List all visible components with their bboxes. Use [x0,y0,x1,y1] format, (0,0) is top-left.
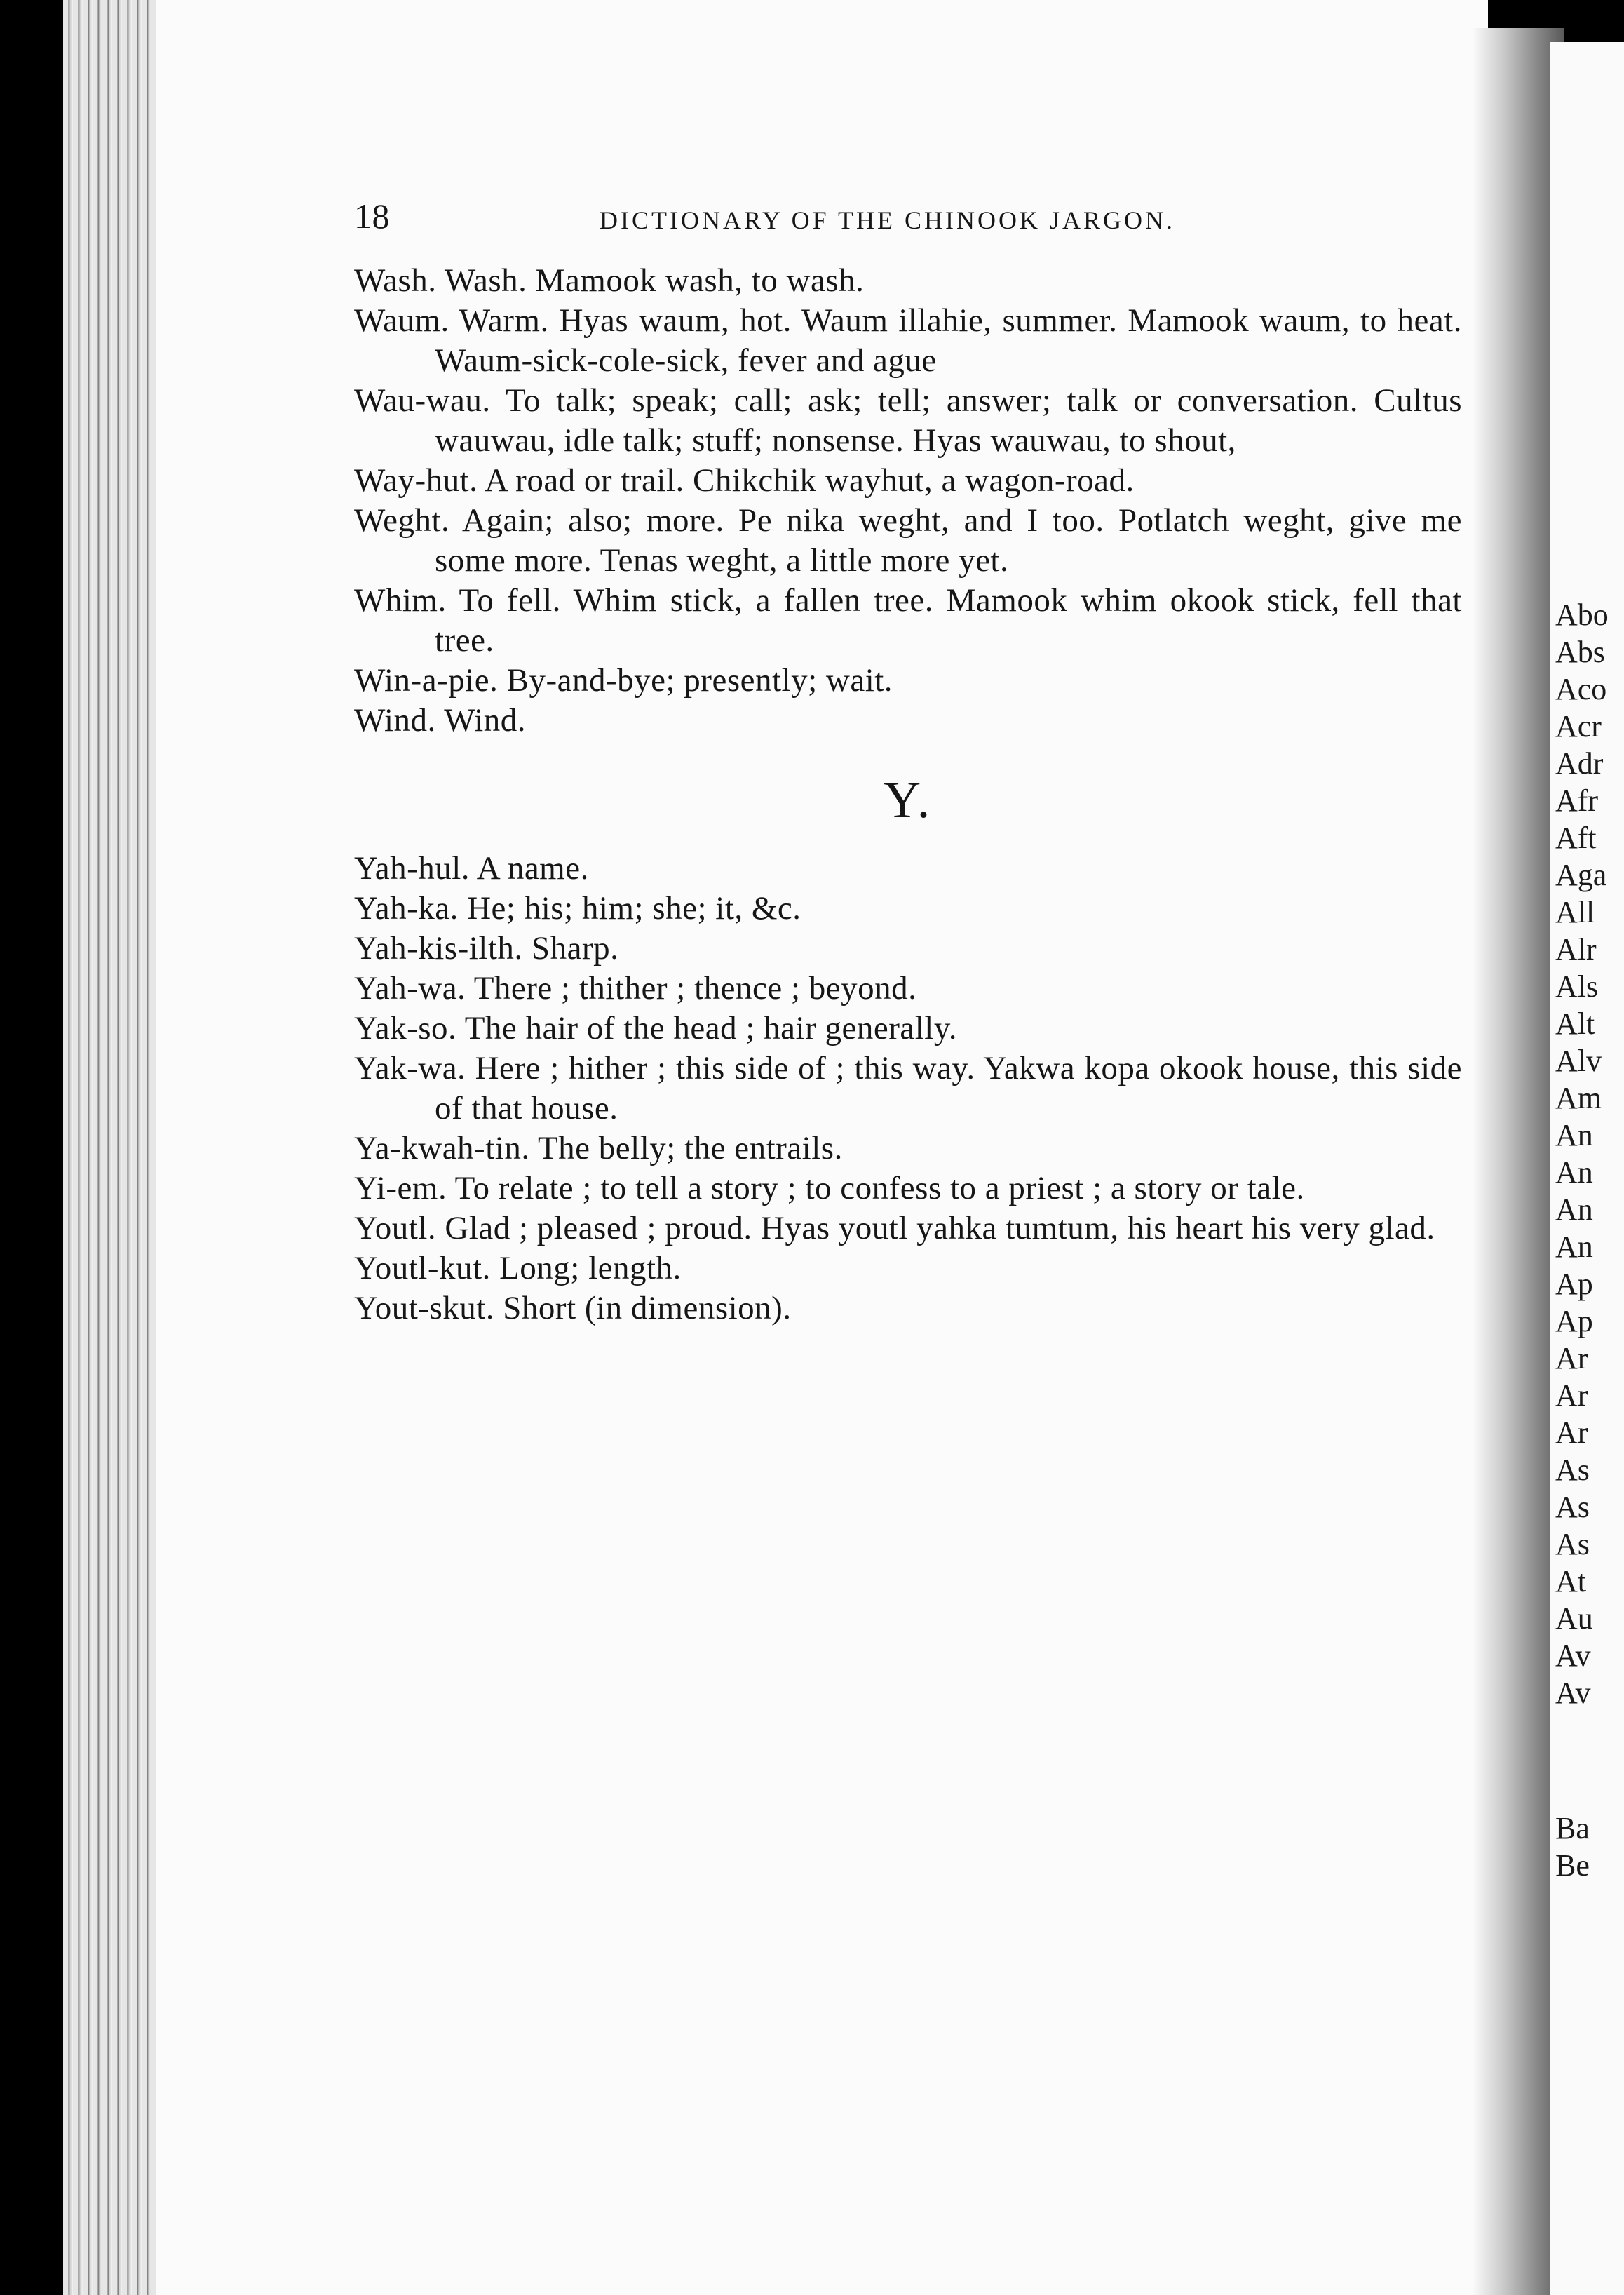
fragment-line: Abs [1555,635,1605,669]
fragment-line: At [1555,1564,1586,1599]
fragment-line: Ar [1555,1378,1588,1413]
dictionary-entry: Youtl-kut. Long; length. [354,1250,682,1286]
running-title: DICTIONARY OF THE CHINOOK JARGON. [600,206,1176,234]
fragment-line: As [1555,1527,1590,1561]
fragment-line: Afr [1555,783,1599,818]
fragment-line: As [1555,1453,1590,1487]
fragment-line: Ap [1555,1304,1593,1338]
fragment-line: As [1555,1490,1590,1524]
dictionary-entry: Yi-em. To relate ; to tell a story ; to confess to a priest ; a story or tale. [354,1170,1305,1206]
fragment-line: Am [1555,1081,1602,1115]
page-edges [63,0,168,2295]
dictionary-entry: Win-a-pie. By-and-bye; presently; wait. [354,662,893,699]
fragment-line: An [1555,1118,1593,1152]
fragment-line: Au [1555,1601,1593,1636]
facing-page-index [1555,42,1624,1884]
dictionary-entry: Yah-kis-ilth. Sharp. [354,930,619,967]
fragment-line: All [1555,895,1595,929]
fragment-line: Adr [1555,746,1604,781]
dictionary-entry: Yout-skut. Short (in dimension). [354,1290,792,1326]
fragment-line: An [1555,1155,1593,1190]
dictionary-entry: Yak-so. The hair of the head ; hair generally. [354,1010,958,1046]
running-head [354,196,1462,238]
fragment-line: Aco [1555,672,1607,706]
page-number: 18 [354,196,390,236]
dictionary-entry: Yah-hul. A name. [354,850,589,887]
dictionary-entry: Wash. Wash. Mamook wash, to wash. [354,262,865,299]
fragment-line: Aga [1555,858,1607,892]
dictionary-entry: Yah-ka. He; his; him; she; it, &c. [354,890,801,927]
fragment-line: Av [1555,1638,1591,1673]
fragment-line: An [1555,1192,1593,1227]
dictionary-entry: Wau-wau. To talk; speak; call; ask; tell; answer; talk or conversation. Cultus wauwau, idle talk; stuff; nonsense. Hyas wauwau, to shout, [354,382,1462,459]
fragment-line: Ap [1555,1267,1593,1301]
fragment-line: Acr [1555,709,1602,743]
facing-page-fragment [1550,42,1624,2295]
fragment-line: Av [1555,1676,1591,1710]
dictionary-entry: Way-hut. A road or trail. Chikchik wayhut, a wagon-road. [354,462,1135,499]
fragment-line: Ar [1555,1415,1588,1450]
dictionary-entry: Weght. Again; also; more. Pe nika weght, and I too. Potlatch weght, give me some more. Tenas weght, a little more yet. [354,502,1462,579]
fragment-line: Ba [1555,1811,1590,1845]
fragment-line: Als [1555,969,1599,1004]
fragment-line: Ar [1555,1341,1588,1375]
dictionary-entry: Ya-kwah-tin. The belly; the entrails. [354,1130,843,1166]
page-text [354,196,1462,1328]
dictionary-entry: Youtl. Glad ; pleased ; proud. Hyas youtl yahka tumtum, his heart his very glad. [354,1210,1435,1246]
dictionary-entry: Yak-wa. Here ; hither ; this side of ; this way. Yakwa kopa okook house, this side of that house. [354,1050,1462,1126]
dictionary-entry: Waum. Warm. Hyas waum, hot. Waum illahie, summer. Mamook waum, to heat. Waum-sick-cole-sick, fever and ague [354,302,1462,379]
section-heading: Y. [883,772,933,829]
dictionary-entry: Wind. Wind. [354,702,526,739]
dictionary-entry: Whim. To fell. Whim stick, a fallen tree. Mamook whim okook stick, fell that tree. [354,582,1462,659]
fragment-line: Be [1555,1848,1590,1883]
fragment-line: Alv [1555,1044,1602,1078]
fragment-line: Alr [1555,932,1597,967]
fragment-line: Abo [1555,598,1609,632]
dictionary-entry: Yah-wa. There ; thither ; thence ; beyond. [354,970,917,1007]
fragment-line: An [1555,1230,1593,1264]
fragment-line: Aft [1555,821,1597,855]
fragment-line: Alt [1555,1007,1595,1041]
